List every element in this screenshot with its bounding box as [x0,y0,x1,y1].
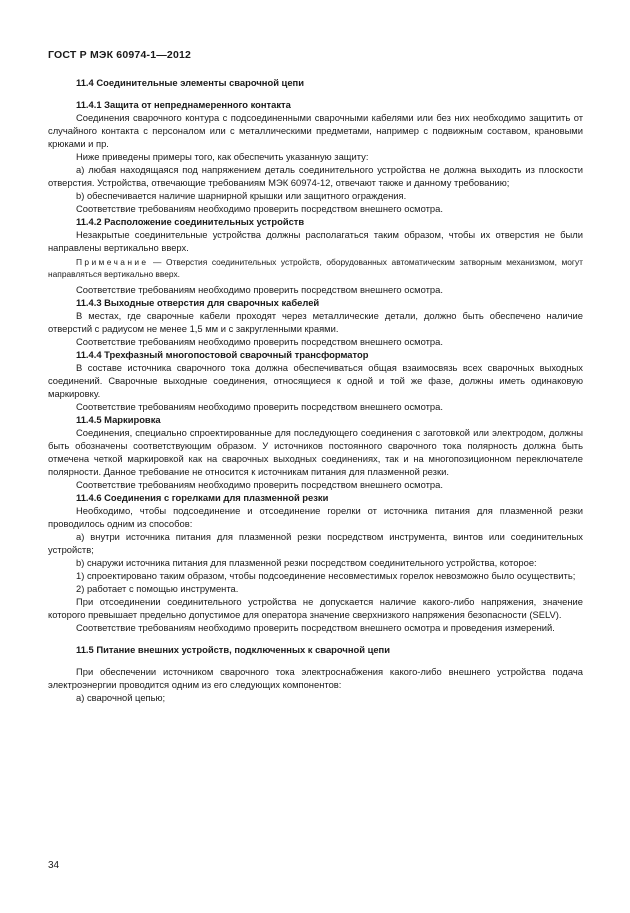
compliance-paragraph: Соответствие требованиям необходимо проверить посредством внешнего осмотра. [76,479,443,490]
paragraph: Соединения, специально спроектированные для последующего соединения с заготовкой или электродом, должны быть обозначены соответствующим образом. У источников постоянного сварочного тока полярность должна быть отмечена четкой маркировкой как на сварочных выходных соединениях, так и на многопозиционном переключателе полярности. Данное требование не относится к источникам питания для плазменной резки. [48,427,583,477]
list-item-b: b) обеспечивается наличие шарнирной крышки или защитного ограждения. [76,190,407,201]
subsection-heading-11-4-2: 11.4.2 Расположение соединительных устройств [76,216,305,227]
subsection-heading-11-4-1: 11.4.1 Защита от непреднамеренного контакта [76,99,291,110]
paragraph: При обеспечении источником сварочного тока электроснабжения какого-либо внешнего устройства подача электроэнергии проводится одним из его следующих компонентов: [48,666,583,690]
compliance-paragraph: Соответствие требованиям необходимо проверить посредством внешнего осмотра. [76,284,443,295]
list-item-a: a) любая находящаяся под напряжением деталь соединительного устройства не должна выходить из плоскости отверстия. Устройства, отвечающие требованиям МЭК 60974-12, отвечают также и данному требованию; [48,164,583,188]
paragraph: Соединения сварочного контура с подсоединенными сварочными кабелями или без них необходимо защитить от случайного контакта с персоналом или с металлическими предметами, например с подвижным составом, крановыми крюками и пр. [48,112,583,149]
note-text: — Отверстия соединительных устройств, оборудованных автоматическим затворным механизмом, могут направляться вертикально вверх. [48,257,583,279]
compliance-paragraph: Соответствие требованиям необходимо проверить посредством внешнего осмотра. [76,203,443,214]
compliance-paragraph: Соответствие требованиям необходимо проверить посредством внешнего осмотра и проведения измерений. [76,622,555,633]
paragraph: Незакрытые соединительные устройства должны располагаться таким образом, чтобы их отверстия не были направлены вертикально вверх. [48,229,583,253]
compliance-paragraph: Соответствие требованиям необходимо проверить посредством внешнего осмотра. [76,401,443,412]
paragraph: В составе источника сварочного тока должна обеспечиваться общая взаимосвязь всех сварочных выходных соединений. Сварочные выходные соединения, относящиеся к одной и той же фазе, должны иметь одинаковую маркировку. [48,362,583,399]
subsection-heading-11-4-5: 11.4.5 Маркировка [76,414,161,425]
list-item-a: a) внутри источника питания для плазменной резки посредством инструмента, винтов или соединительных устройств; [48,531,583,555]
note-paragraph [48,257,583,280]
compliance-paragraph: Соответствие требованиям необходимо проверить посредством внешнего осмотра. [76,336,443,347]
list-item-1: 1) спроектировано таким образом, чтобы подсоединение несовместимых горелок невозможно было осуществить; [76,570,576,581]
note-label: Примечание [76,257,149,267]
subsection-heading-11-4-6: 11.4.6 Соединения с горелками для плазменной резки [76,492,329,503]
section-heading-11-5: 11.5 Питание внешних устройств, подключенных к сварочной цепи [76,644,390,655]
paragraph: Необходимо, чтобы подсоединение и отсоединение горелки от источника питания для плазменной резки проводилось одним из способов: [48,505,583,529]
list-item-a: a) сварочной цепью; [76,692,166,703]
standard-header: ГОСТ Р МЭК 60974-1—2012 [48,49,192,61]
paragraph: Ниже приведены примеры того, как обеспечить указанную защиту: [76,151,369,162]
page-number: 34 [48,860,60,871]
section-heading-11-4: 11.4 Соединительные элементы сварочной цепи [76,77,304,88]
subsection-heading-11-4-3: 11.4.3 Выходные отверстия для сварочных кабелей [76,297,320,308]
subsection-heading-11-4-4: 11.4.4 Трехфазный многопостовой сварочный трансформатор [76,349,369,360]
list-item-2: 2) работает с помощью инструмента. [76,583,239,594]
list-item-b: b) снаружи источника питания для плазменной резки посредством соединительного устройства, которое: [76,557,537,568]
paragraph: В местах, где сварочные кабели проходят через металлические детали, должно быть обеспечено наличие отверстий с радиусом не менее 1,5 мм и с закругленными краями. [48,310,583,334]
paragraph: При отсоединении соединительного устройства не допускается наличие какого-либо напряжения, значение которого превышает предельно допустимое для оператора значение сверхнизкого напряжения безопасности (SELV). [48,596,583,620]
document-body [48,76,583,704]
